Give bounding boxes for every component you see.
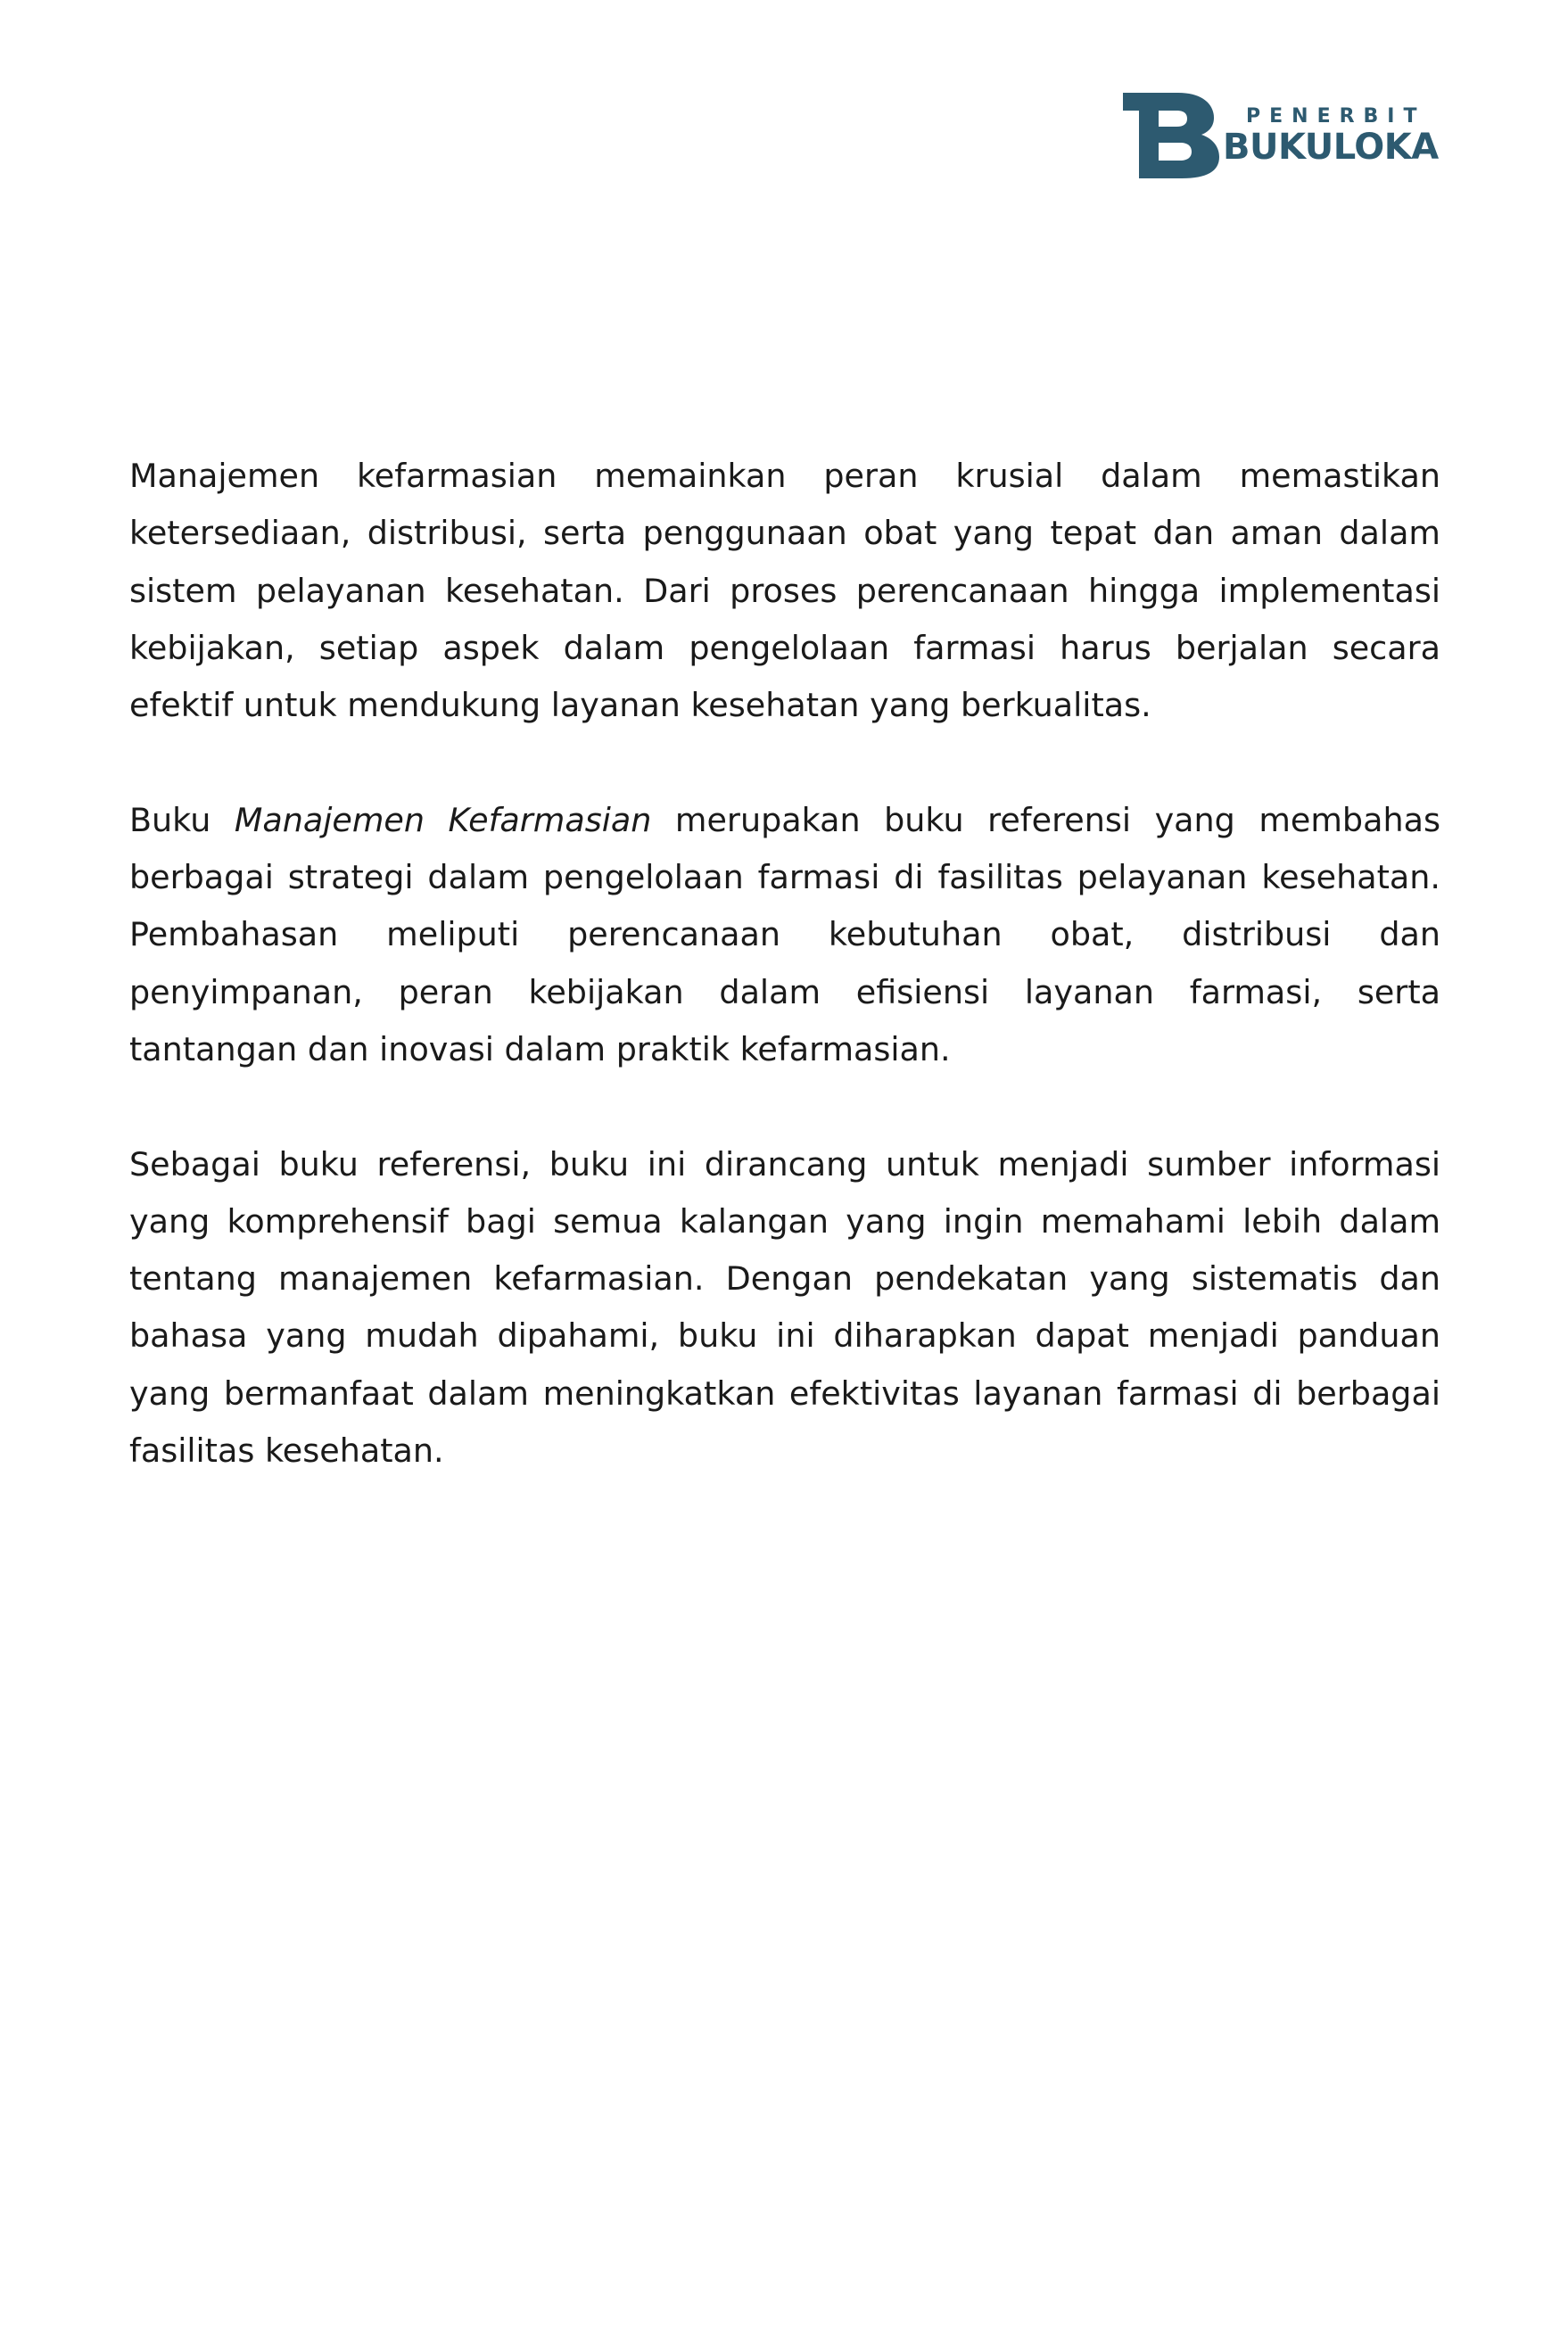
paragraph-2-rest: merupakan buku referensi yang membahas berbagai strategi dalam pengelolaan farmasi di fasilitas pelayanan kesehatan. Pembahasan meliputi perencanaan kebutuhan obat, distribusi dan penyimpanan, peran kebijakan dalam efisiensi layanan farmasi, serta tantangan dan inovasi dalam praktik kefarmasian. (129, 800, 1440, 1068)
publisher-logo (1123, 93, 1444, 178)
publisher-logo-mark (1123, 93, 1221, 178)
publisher-prefix: PENERBIT (1246, 105, 1426, 128)
paragraph-2-lead: Buku (129, 800, 235, 839)
publisher-name: BUKULOKA (1223, 127, 1439, 168)
paragraph-1: Manajemen kefarmasian memainkan peran krusial dalam memastikan ketersediaan, distribusi, serta penggunaan obat yang tepat dan aman dalam sistem pelayanan kesehatan. Dari proses perencanaan hingga implementasi kebijakan, setiap aspek dalam pengelolaan farmasi harus berjalan secara efektif untuk mendukung layanan kesehatan yang berkualitas. (129, 457, 1440, 725)
book-title: Manajemen Kefarmasian (234, 800, 652, 839)
paragraph-3: Sebagai buku referensi, buku ini dirancang untuk menjadi sumber informasi yang komprehensif bagi semua kalangan yang ingin memahami lebih dalam tentang manajemen kefarmasian. Dengan pendekatan yang sistematis dan bahasa yang mudah dipahami, buku ini diharapkan dapat menjadi panduan yang bermanfaat dalam meningkatkan efektivitas layanan farmasi di berbagai fasilitas kesehatan. (129, 1144, 1440, 1471)
paragraph-2 (129, 792, 1440, 1078)
body-text (129, 448, 1440, 1538)
